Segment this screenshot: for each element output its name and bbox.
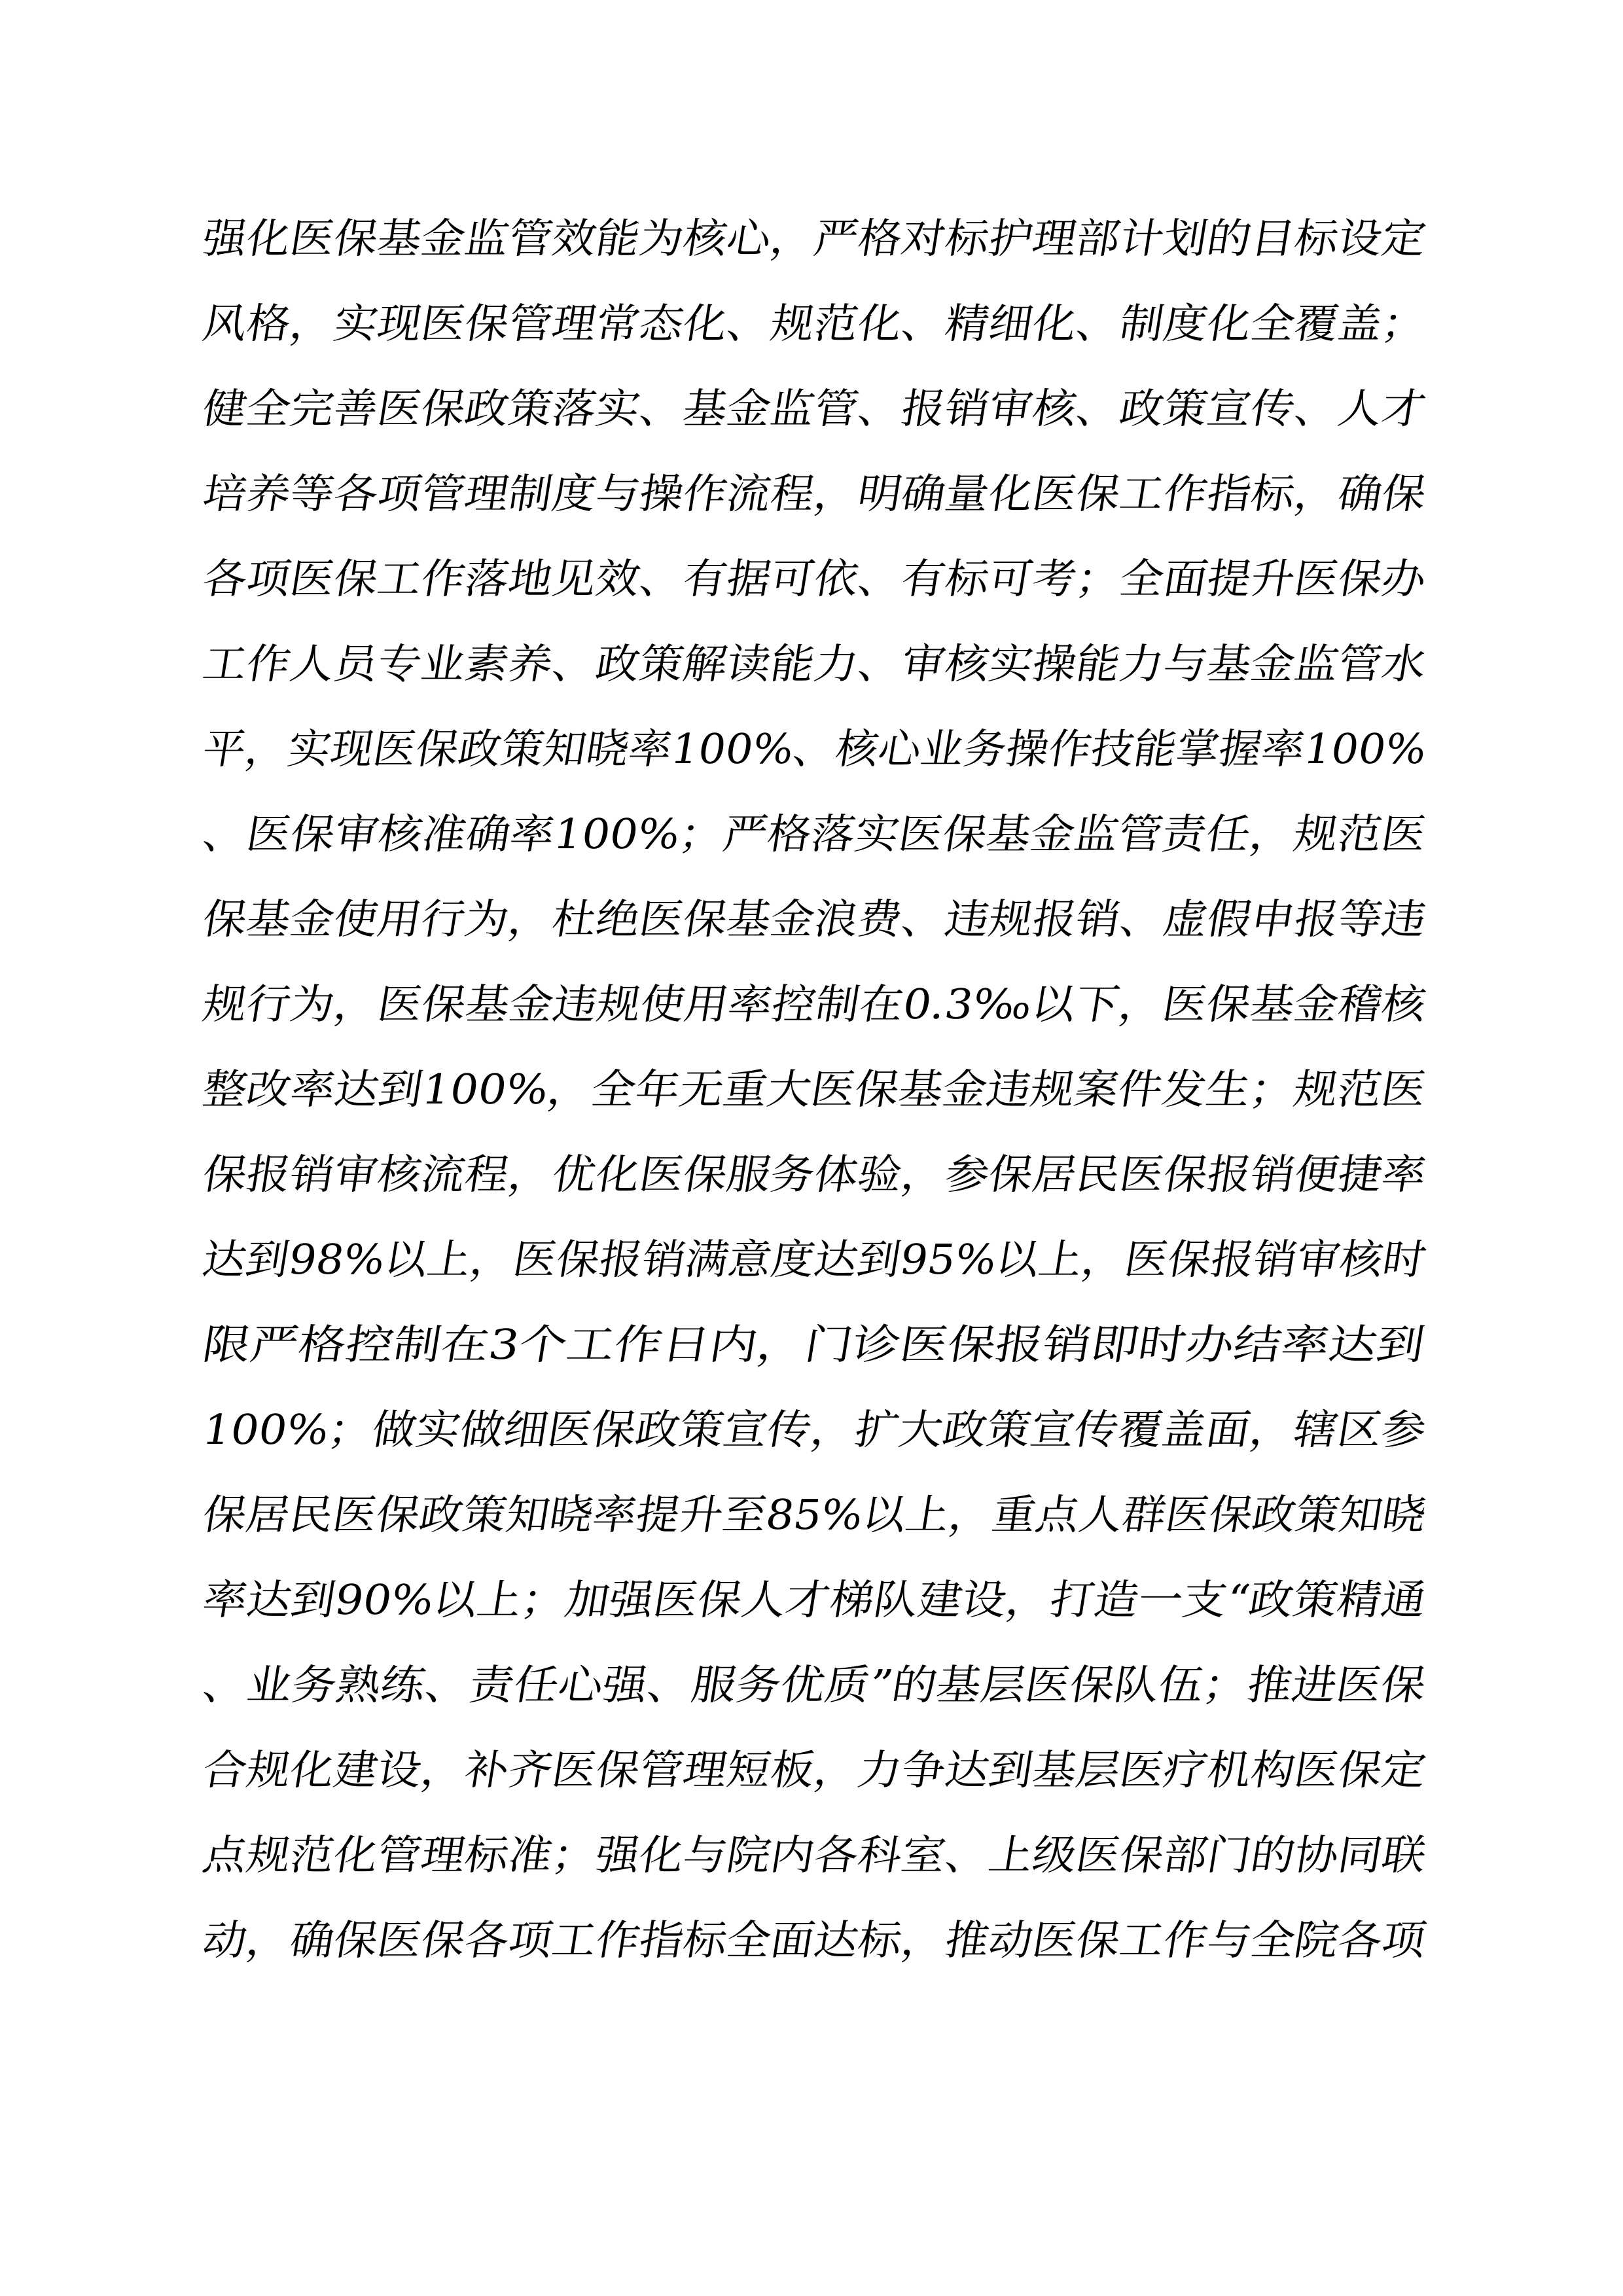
text-line-content: 强化医保基金监管效能为核心，严格对标护理部计划的目标设定 bbox=[199, 215, 1430, 262]
text-line-content: 整改率达到100%，全年无重大医保基金违规案件发生；规范医 bbox=[199, 1066, 1430, 1113]
body-text-block bbox=[196, 196, 1433, 1983]
text-line-content: 率达到90%以上；加强医保人才梯队建设，打造一支“政策精通 bbox=[199, 1576, 1430, 1624]
text-line-content: 风格，实现医保管理常态化、规范化、精细化、制度化全覆盖； bbox=[199, 300, 1430, 348]
text-line bbox=[196, 622, 1433, 707]
text-line-content: 、医保审核准确率100%；严格落实医保基金监管责任，规范医 bbox=[199, 810, 1430, 858]
text-line bbox=[196, 1643, 1433, 1728]
text-line bbox=[196, 1217, 1433, 1302]
text-line bbox=[196, 452, 1433, 537]
text-line bbox=[196, 792, 1433, 877]
text-line-content: 保基金使用行为，杜绝医保基金浪费、违规报销、虚假申报等违 bbox=[199, 895, 1430, 943]
text-line bbox=[196, 1302, 1433, 1388]
text-line-content: 保居民医保政策知晓率提升至85%以上，重点人群医保政策知晓 bbox=[199, 1491, 1430, 1539]
text-line-content: 限严格控制在3个工作日内，门诊医保报销即时办结率达到 bbox=[199, 1321, 1429, 1369]
text-line bbox=[196, 877, 1433, 962]
text-line-content: 点规范化管理标准；强化与院内各科室、上级医保部门的协同联 bbox=[199, 1831, 1430, 1879]
text-line-content: 合规化建设，补齐医保管理短板，力争达到基层医疗机构医保定 bbox=[199, 1746, 1430, 1794]
text-line-content: 工作人员专业素养、政策解读能力、审核实操能力与基金监管水 bbox=[199, 640, 1430, 688]
text-line-content: 平，实现医保政策知晓率100%、核心业务操作技能掌握率100% bbox=[199, 725, 1430, 773]
text-line bbox=[196, 1728, 1433, 1813]
text-line bbox=[196, 1898, 1433, 1983]
text-line bbox=[196, 1558, 1433, 1643]
text-line-content: 培养等各项管理制度与操作流程，明确量化医保工作指标，确保 bbox=[199, 470, 1430, 518]
text-line bbox=[196, 281, 1433, 367]
text-line-content: 达到98%以上，医保报销满意度达到95%以上，医保报销审核时 bbox=[199, 1236, 1430, 1283]
text-line bbox=[196, 537, 1433, 622]
text-line-content: 、业务熟练、责任心强、服务优质”的基层医保队伍；推进医保 bbox=[199, 1661, 1430, 1709]
text-line bbox=[196, 1388, 1433, 1473]
text-line-content: 健全完善医保政策落实、基金监管、报销审核、政策宣传、人才 bbox=[199, 385, 1430, 433]
text-line bbox=[196, 1047, 1433, 1132]
text-line bbox=[196, 196, 1433, 281]
text-line bbox=[196, 1813, 1433, 1898]
text-line bbox=[196, 1473, 1433, 1558]
text-line-content: 100%；做实做细医保政策宣传，扩大政策宣传覆盖面，辖区参 bbox=[199, 1406, 1430, 1454]
text-line-content: 规行为，医保基金违规使用率控制在0.3‰以下，医保基金稽核 bbox=[199, 980, 1430, 1028]
text-line-content: 动，确保医保各项工作指标全面达标，推动医保工作与全院各项 bbox=[199, 1916, 1430, 1964]
text-line bbox=[196, 367, 1433, 452]
text-line bbox=[196, 962, 1433, 1047]
text-line bbox=[196, 707, 1433, 792]
text-line bbox=[196, 1132, 1433, 1217]
text-line-content: 各项医保工作落地见效、有据可依、有标可考；全面提升医保办 bbox=[199, 555, 1430, 603]
text-line-content: 保报销审核流程，优化医保服务体验，参保居民医保报销便捷率 bbox=[199, 1151, 1430, 1198]
